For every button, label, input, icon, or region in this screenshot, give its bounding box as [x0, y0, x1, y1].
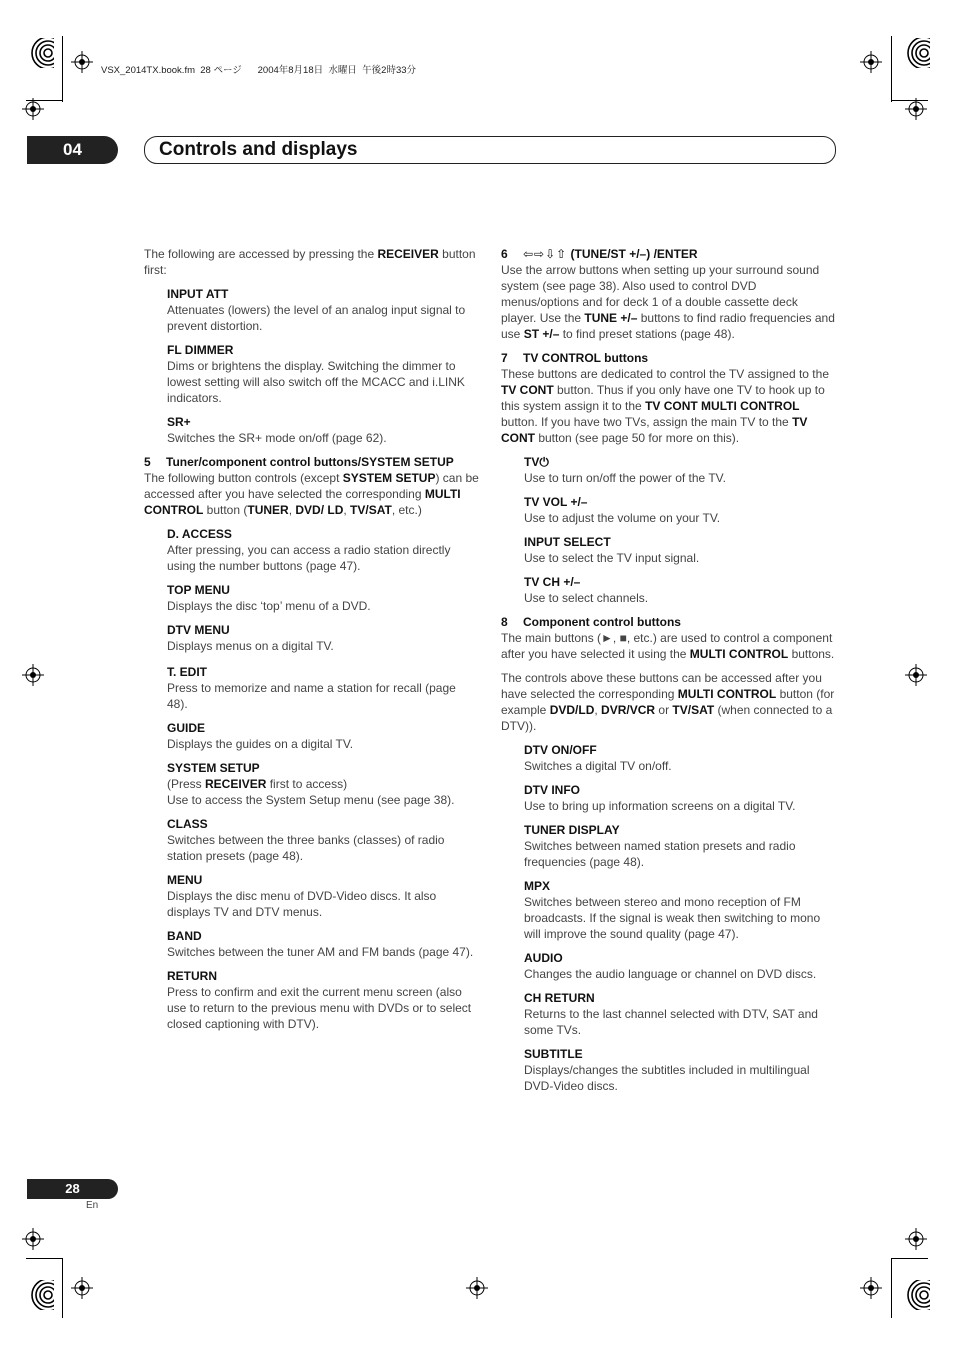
button-item	[167, 342, 479, 406]
page-language: En	[86, 1200, 99, 1211]
button-item	[167, 526, 479, 574]
registration-ring-icon	[900, 38, 930, 68]
button-name: BAND	[167, 929, 202, 943]
button-description: Displays the disc ‘top’ menu of a DVD.	[167, 599, 371, 613]
button-item	[524, 950, 836, 982]
text-run: buttons.	[788, 647, 835, 661]
button-item	[524, 454, 836, 486]
button-item	[524, 822, 836, 870]
button-description: Attenuates (lowers) the level of an analog input signal to prevent distortion.	[167, 303, 466, 333]
chapter-title-box	[144, 136, 836, 164]
button-item	[167, 414, 479, 446]
button-description: Displays the disc menu of DVD-Video discs. It also displays TV and DTV menus.	[167, 889, 437, 919]
registration-mark-icon	[71, 1277, 93, 1299]
section-heading	[144, 454, 479, 470]
button-item	[167, 872, 479, 920]
bold-run: TV CONT MULTI CONTROL	[645, 399, 800, 413]
text-run: Use the arrow buttons when setting up your surround sound system (see page 38). Also used to control DVD menus/options and for deck 1 of a double cassette deck player. Use the	[501, 263, 820, 325]
registration-mark-icon	[22, 1228, 44, 1250]
section-paragraph	[501, 366, 836, 446]
chapter-title: Controls and displays	[159, 139, 358, 160]
button-item	[524, 534, 836, 566]
section-number: 7	[501, 351, 508, 365]
section-number: 6	[501, 247, 508, 261]
button-name: DTV MENU	[167, 623, 230, 637]
button-description	[167, 776, 479, 792]
text-run: button (for example	[501, 687, 835, 717]
button-item	[167, 622, 479, 654]
chapter-number: 04	[27, 136, 118, 164]
section-paragraph	[501, 670, 836, 734]
button-description: Use to access the System Setup menu (see page 38).	[167, 793, 455, 807]
button-name: SYSTEM SETUP	[167, 761, 260, 775]
bold-run: TV/SAT	[672, 703, 715, 717]
text-run: first to access)	[266, 777, 348, 791]
button-name: TV VOL +/–	[524, 495, 588, 509]
button-description: Switches between named station presets and radio frequencies (page 48).	[524, 839, 796, 869]
button-item	[167, 286, 479, 334]
text-run: ,	[343, 503, 351, 517]
button-description: Displays/changes the subtitles included in multilingual DVD-Video discs.	[524, 1063, 810, 1093]
bold-run: TUNER	[247, 503, 289, 517]
button-description: Displays menus on a digital TV.	[167, 639, 334, 653]
button-name: TUNER DISPLAY	[524, 823, 620, 837]
section-title: TV CONTROL buttons	[523, 351, 649, 365]
button-description: Changes the audio language or channel on DVD discs.	[524, 967, 817, 981]
button-description: Switches between the tuner AM and FM bands (page 47).	[167, 945, 474, 959]
text-run: The following button controls (except	[144, 471, 343, 485]
button-description: Use to bring up information screens on a digital TV.	[524, 799, 796, 813]
text-run: The following are accessed by pressing the	[144, 247, 378, 261]
button-description: Switches between the three banks (classes) of radio station presets (page 48).	[167, 833, 445, 863]
bold-run: TUNE +/–	[584, 311, 638, 325]
button-description: Use to select the TV input signal.	[524, 551, 700, 565]
button-item	[524, 878, 836, 942]
bold-run: DVR/VCR	[601, 703, 656, 717]
button-name: SUBTITLE	[524, 1047, 583, 1061]
text-run: button first:	[144, 247, 476, 277]
button-item	[524, 990, 836, 1038]
button-description: Press to confirm and exit the current menu screen (also use to return to the previous menu with DVDs or to select closed captioning with DTV).	[167, 985, 472, 1031]
button-name: DTV INFO	[524, 783, 580, 797]
left-column	[144, 246, 479, 1040]
button-item	[167, 928, 479, 960]
button-description: Use to select channels.	[524, 591, 649, 605]
text-run: to find preset stations (page 48).	[559, 327, 735, 341]
section-heading	[501, 246, 836, 262]
button-item	[524, 742, 836, 774]
button-name: TOP MENU	[167, 583, 230, 597]
bold-run: RECEIVER	[205, 777, 267, 791]
text-run: ) can be accessed after you have selected the corresponding	[144, 471, 479, 501]
button-description: Returns to the last channel selected with DTV, SAT and some TVs.	[524, 1007, 818, 1037]
section-number: 8	[501, 615, 508, 629]
crop-line	[891, 1258, 892, 1318]
button-name: MPX	[524, 879, 551, 893]
text-run: The controls above these buttons can be accessed after you have selected the corresponding	[501, 671, 822, 701]
registration-mark-icon	[905, 98, 927, 120]
registration-ring-icon	[24, 1280, 54, 1310]
button-name: RETURN	[167, 969, 217, 983]
bold-run: TV CONT	[501, 415, 808, 445]
button-item	[167, 760, 479, 808]
crop-line	[892, 1258, 928, 1259]
crop-line	[26, 1258, 62, 1259]
text-run: The main buttons (►, ■, etc.) are used to control a component after you have selected it using the	[501, 631, 833, 661]
button-name: AUDIO	[524, 951, 563, 965]
button-description: Dims or brightens the display. Switching the dimmer to lowest setting will also switch off the MCACC and i.LINK indicators.	[167, 359, 465, 405]
registration-mark-icon	[22, 664, 44, 686]
arrow-buttons-icon: ⇦⇨⇩⇧	[523, 247, 568, 261]
button-name: INPUT SELECT	[524, 535, 611, 549]
button-item	[524, 782, 836, 814]
crop-line	[62, 36, 63, 102]
right-column	[501, 246, 836, 1102]
section-title: (TUNE/ST +/–) /ENTER	[567, 247, 698, 261]
button-item	[167, 968, 479, 1032]
button-description: Switches a digital TV on/off.	[524, 759, 672, 773]
button-description: Displays the guides on a digital TV.	[167, 737, 354, 751]
text-run: button (	[203, 503, 248, 517]
button-name: CLASS	[167, 817, 208, 831]
button-name: MENU	[167, 873, 203, 887]
bold-run: DVD/LD	[549, 703, 595, 717]
button-name: INPUT ATT	[167, 287, 229, 301]
bold-run: DVD/ LD	[295, 503, 344, 517]
button-name: D. ACCESS	[167, 527, 232, 541]
button-item	[167, 582, 479, 614]
crop-line	[891, 36, 892, 102]
button-item	[524, 1046, 836, 1094]
bold-run: TV/SAT	[350, 503, 392, 517]
button-name: DTV ON/OFF	[524, 743, 597, 757]
text-run: (when connected to a DTV)).	[501, 703, 833, 733]
bold-run: SYSTEM SETUP	[342, 471, 436, 485]
button-description: Use to turn on/off the power of the TV.	[524, 471, 726, 485]
registration-mark-icon	[860, 51, 882, 73]
button-description: Switches the SR+ mode on/off (page 62).	[167, 431, 387, 445]
section-paragraph	[501, 262, 836, 342]
button-item	[167, 664, 479, 712]
section-heading	[501, 350, 836, 366]
button-description: Press to memorize and name a station for recall (page 48).	[167, 681, 456, 711]
registration-ring-icon	[24, 38, 54, 68]
registration-mark-icon	[22, 98, 44, 120]
text-run: button (see page 50 for more on this).	[535, 431, 740, 445]
intro-paragraph	[144, 246, 479, 278]
button-item	[167, 720, 479, 752]
section-paragraph	[501, 630, 836, 662]
bold-run: MULTI CONTROL	[144, 487, 461, 517]
button-name: TV CH +/–	[524, 575, 581, 589]
button-description: After pressing, you can access a radio station directly using the number buttons (page 47).	[167, 543, 451, 573]
bold-run: TV CONT	[501, 383, 554, 397]
registration-mark-icon	[860, 1277, 882, 1299]
button-name: TV⏻	[524, 455, 549, 469]
text-run: or	[655, 703, 673, 717]
bold-run: RECEIVER	[377, 247, 439, 261]
registration-mark-icon	[905, 1228, 927, 1250]
button-description: Switches between stereo and mono reception of FM broadcasts. If the signal is weak then switching to mono will improve the sound quality (page 47).	[524, 895, 821, 941]
button-item	[524, 494, 836, 526]
button-name: GUIDE	[167, 721, 206, 735]
section-paragraph	[144, 470, 479, 518]
registration-mark-icon	[905, 664, 927, 686]
button-item	[524, 574, 836, 606]
button-description: Use to adjust the volume on your TV.	[524, 511, 721, 525]
text-run: buttons to find radio frequencies and use	[501, 311, 835, 341]
text-run: These buttons are dedicated to control the TV assigned to the	[501, 367, 829, 381]
text-run: ,	[594, 703, 602, 717]
text-run: ,	[288, 503, 296, 517]
print-header: VSX_2014TX.book.fm 28 ページ 2004年8月18日 水曜日 午後2時33分	[101, 65, 417, 76]
crop-line	[62, 1258, 63, 1318]
registration-ring-icon	[900, 1280, 930, 1310]
section-heading	[501, 614, 836, 630]
text-run: button. Thus if you only have one TV to hook up to this system assign it to the	[501, 383, 825, 413]
section-number: 5	[144, 455, 151, 469]
button-item	[167, 816, 479, 864]
registration-mark-icon	[71, 51, 93, 73]
bold-run: MULTI CONTROL	[677, 687, 777, 701]
section-title: Tuner/component control buttons/SYSTEM SETUP	[166, 455, 454, 469]
button-name: SR+	[167, 415, 191, 429]
button-name: FL DIMMER	[167, 343, 234, 357]
bold-run: ST +/–	[523, 327, 560, 341]
bold-run: MULTI CONTROL	[689, 647, 789, 661]
button-name: CH RETURN	[524, 991, 595, 1005]
registration-mark-icon	[466, 1277, 488, 1299]
page-number: 28	[27, 1179, 118, 1199]
text-run: (Press	[167, 777, 206, 791]
section-title: Component control buttons	[523, 615, 681, 629]
text-run: , etc.)	[391, 503, 422, 517]
button-name: T. EDIT	[167, 665, 208, 679]
text-run: button. If you have two TVs, assign the main TV to the	[501, 415, 793, 429]
